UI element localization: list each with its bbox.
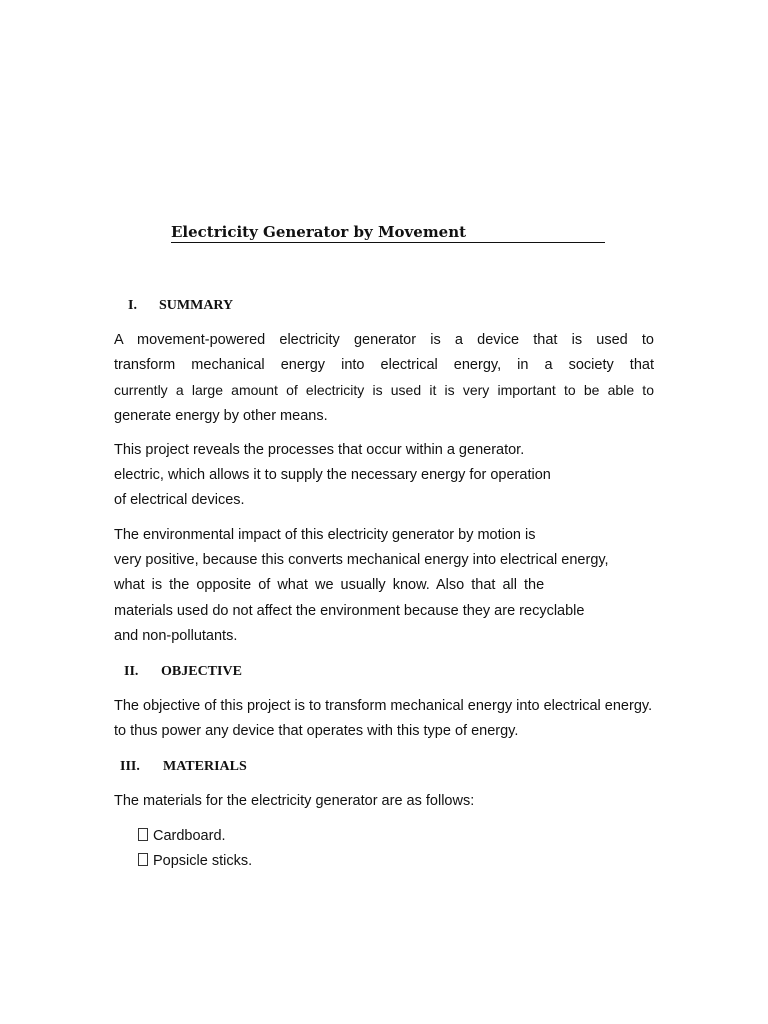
list-item xyxy=(138,849,252,874)
bullet-box-icon xyxy=(138,828,148,841)
text-line: materials used do not affect the environment because they are recyclable xyxy=(114,602,585,619)
section-label: SUMMARY xyxy=(159,298,234,313)
text-line: This project reveals the processes that occur within a generator. xyxy=(114,442,525,458)
section-number: I. xyxy=(128,298,137,313)
section-heading-materials xyxy=(120,758,247,776)
list-item xyxy=(138,824,252,849)
list-item-text: Popsicle sticks. xyxy=(153,853,253,869)
section-heading-summary xyxy=(128,297,233,315)
text-line: very positive, because this converts mechanical energy into electrical energy, xyxy=(114,552,609,569)
text-line: to thus power any device that operates with this type of energy. xyxy=(114,723,519,740)
section-label: MATERIALS xyxy=(163,759,247,774)
text-line: generate energy by other means. xyxy=(114,407,328,424)
text-line: transform mechanical energy into electrical energy, in a society that xyxy=(114,357,654,374)
text-line: The objective of this project is to transform mechanical energy into electrical energy. xyxy=(114,698,653,714)
section-label: OBJECTIVE xyxy=(161,664,242,679)
text-line: and non-pollutants. xyxy=(114,627,238,644)
text-line: of electrical devices. xyxy=(114,492,245,509)
text-line: The materials for the electricity generator are as follows: xyxy=(114,793,475,809)
text-line: electric, which allows it to supply the necessary energy for operation xyxy=(114,467,551,484)
bullet-box-icon xyxy=(138,853,148,866)
materials-intro xyxy=(114,789,654,814)
text-line: currently a large amount of electricity is used it is very important to be able to xyxy=(114,382,654,399)
list-item-text: Cardboard. xyxy=(153,828,226,844)
section-heading-objective xyxy=(124,663,242,681)
summary-paragraph-2 xyxy=(114,438,654,514)
summary-paragraph-1 xyxy=(114,328,654,429)
section-number: III. xyxy=(120,759,140,774)
text-line: what is the opposite of what we usually know. Also that all the xyxy=(114,577,545,594)
text-line: A movement-powered electricity generator is a device that is used to xyxy=(114,332,654,348)
section-number: II. xyxy=(124,664,139,679)
document-title: Electricity Generator by Movement xyxy=(171,222,605,243)
text-line: The environmental impact of this electricity generator by motion is xyxy=(114,527,536,543)
materials-list xyxy=(138,824,252,874)
objective-paragraph xyxy=(114,694,674,744)
summary-paragraph-3 xyxy=(114,523,654,649)
